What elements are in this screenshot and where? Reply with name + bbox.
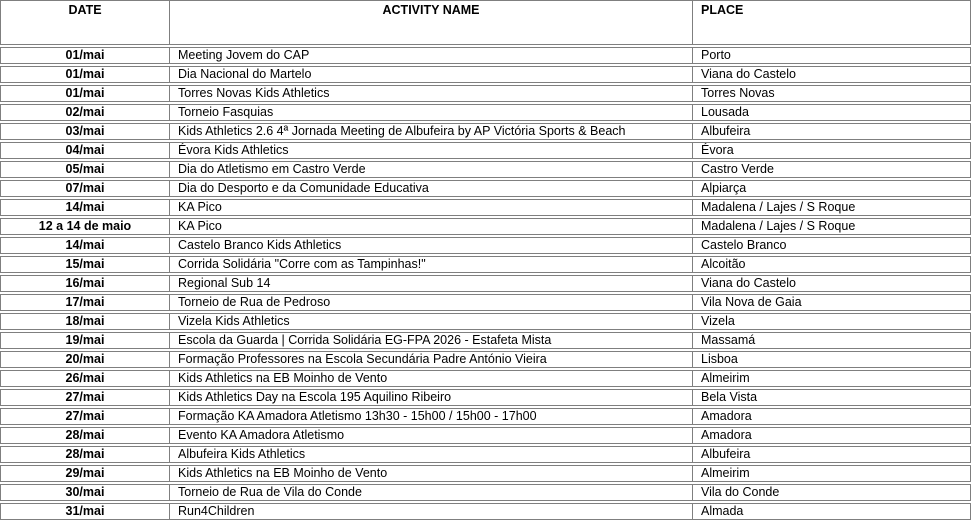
- column-header-date: DATE: [0, 0, 170, 45]
- activity-cell: KA Pico: [170, 199, 693, 216]
- place-cell: Castro Verde: [693, 161, 971, 178]
- place-cell: Amadora: [693, 427, 971, 444]
- date-cell: 17/mai: [0, 294, 170, 311]
- activity-cell: Kids Athletics na EB Moinho de Vento: [170, 370, 693, 387]
- activity-cell: Formação KA Amadora Atletismo 13h30 - 15h00 / 15h00 - 17h00: [170, 408, 693, 425]
- activity-cell: Albufeira Kids Athletics: [170, 446, 693, 463]
- place-cell: Almada: [693, 503, 971, 520]
- activity-cell: Dia Nacional do Martelo: [170, 66, 693, 83]
- place-cell: Alpiarça: [693, 180, 971, 197]
- place-cell: Albufeira: [693, 123, 971, 140]
- activity-cell: Torneio Fasquias: [170, 104, 693, 121]
- table-row: [0, 237, 971, 254]
- table-row: [0, 446, 971, 463]
- table-row: [0, 313, 971, 330]
- date-cell: 14/mai: [0, 237, 170, 254]
- table-row: [0, 370, 971, 387]
- activity-cell: Évora Kids Athletics: [170, 142, 693, 159]
- date-cell: 12 a 14 de maio: [0, 218, 170, 235]
- date-cell: 07/mai: [0, 180, 170, 197]
- place-cell: Vila Nova de Gaia: [693, 294, 971, 311]
- activity-cell: Kids Athletics na EB Moinho de Vento: [170, 465, 693, 482]
- date-cell: 03/mai: [0, 123, 170, 140]
- activity-cell: Evento KA Amadora Atletismo: [170, 427, 693, 444]
- table-row: [0, 408, 971, 425]
- table-row: [0, 256, 971, 273]
- activity-cell: Torres Novas Kids Athletics: [170, 85, 693, 102]
- table-row: [0, 199, 971, 216]
- column-header-place: PLACE: [693, 0, 971, 45]
- place-cell: Madalena / Lajes / S Roque: [693, 218, 971, 235]
- activity-cell: KA Pico: [170, 218, 693, 235]
- table-row: [0, 123, 971, 140]
- date-cell: 28/mai: [0, 446, 170, 463]
- date-cell: 16/mai: [0, 275, 170, 292]
- activity-cell: Kids Athletics 2.6 4ª Jornada Meeting de Albufeira by AP Victória Sports & Beach: [170, 123, 693, 140]
- table-row: [0, 465, 971, 482]
- place-cell: Massamá: [693, 332, 971, 349]
- place-cell: Castelo Branco: [693, 237, 971, 254]
- date-cell: 28/mai: [0, 427, 170, 444]
- place-cell: Madalena / Lajes / S Roque: [693, 199, 971, 216]
- date-cell: 15/mai: [0, 256, 170, 273]
- table-row: [0, 218, 971, 235]
- date-cell: 01/mai: [0, 47, 170, 64]
- activity-cell: Run4Children: [170, 503, 693, 520]
- date-cell: 27/mai: [0, 408, 170, 425]
- date-cell: 19/mai: [0, 332, 170, 349]
- table-row: [0, 66, 971, 83]
- place-cell: Viana do Castelo: [693, 275, 971, 292]
- activity-cell: Castelo Branco Kids Athletics: [170, 237, 693, 254]
- table-row: [0, 104, 971, 121]
- table-row: [0, 332, 971, 349]
- activity-cell: Regional Sub 14: [170, 275, 693, 292]
- place-cell: Vizela: [693, 313, 971, 330]
- activity-cell: Corrida Solidária "Corre com as Tampinhas!": [170, 256, 693, 273]
- table-row: [0, 161, 971, 178]
- table-row: [0, 85, 971, 102]
- date-cell: 01/mai: [0, 85, 170, 102]
- place-cell: Bela Vista: [693, 389, 971, 406]
- place-cell: Torres Novas: [693, 85, 971, 102]
- table-row: [0, 142, 971, 159]
- date-cell: 27/mai: [0, 389, 170, 406]
- date-cell: 14/mai: [0, 199, 170, 216]
- place-cell: Viana do Castelo: [693, 66, 971, 83]
- table-row: [0, 503, 971, 520]
- date-cell: 26/mai: [0, 370, 170, 387]
- place-cell: Amadora: [693, 408, 971, 425]
- table-row: [0, 180, 971, 197]
- table-row: [0, 294, 971, 311]
- column-header-activity-name: ACTIVITY NAME: [170, 0, 693, 45]
- place-cell: Vila do Conde: [693, 484, 971, 501]
- table-row: [0, 351, 971, 368]
- activity-cell: Dia do Atletismo em Castro Verde: [170, 161, 693, 178]
- date-cell: 05/mai: [0, 161, 170, 178]
- table-header-row: [0, 0, 971, 45]
- activity-cell: Torneio de Rua de Pedroso: [170, 294, 693, 311]
- table-row: [0, 389, 971, 406]
- place-cell: Lousada: [693, 104, 971, 121]
- place-cell: Almeirim: [693, 465, 971, 482]
- date-cell: 20/mai: [0, 351, 170, 368]
- table-row: [0, 275, 971, 292]
- activity-cell: Formação Professores na Escola Secundária Padre António Vieira: [170, 351, 693, 368]
- place-cell: Alcoitão: [693, 256, 971, 273]
- table-row: [0, 484, 971, 501]
- place-cell: Lisboa: [693, 351, 971, 368]
- activity-cell: Torneio de Rua de Vila do Conde: [170, 484, 693, 501]
- date-cell: 30/mai: [0, 484, 170, 501]
- table-body: [0, 47, 971, 520]
- place-cell: Évora: [693, 142, 971, 159]
- place-cell: Albufeira: [693, 446, 971, 463]
- place-cell: Almeirim: [693, 370, 971, 387]
- activity-cell: Dia do Desporto e da Comunidade Educativa: [170, 180, 693, 197]
- place-cell: Porto: [693, 47, 971, 64]
- date-cell: 31/mai: [0, 503, 170, 520]
- activity-cell: Vizela Kids Athletics: [170, 313, 693, 330]
- table-row: [0, 47, 971, 64]
- activity-cell: Escola da Guarda | Corrida Solidária EG-FPA 2026 - Estafeta Mista: [170, 332, 693, 349]
- date-cell: 04/mai: [0, 142, 170, 159]
- date-cell: 18/mai: [0, 313, 170, 330]
- activity-cell: Kids Athletics Day na Escola 195 Aquilino Ribeiro: [170, 389, 693, 406]
- date-cell: 01/mai: [0, 66, 170, 83]
- table-row: [0, 427, 971, 444]
- activity-cell: Meeting Jovem do CAP: [170, 47, 693, 64]
- date-cell: 29/mai: [0, 465, 170, 482]
- date-cell: 02/mai: [0, 104, 170, 121]
